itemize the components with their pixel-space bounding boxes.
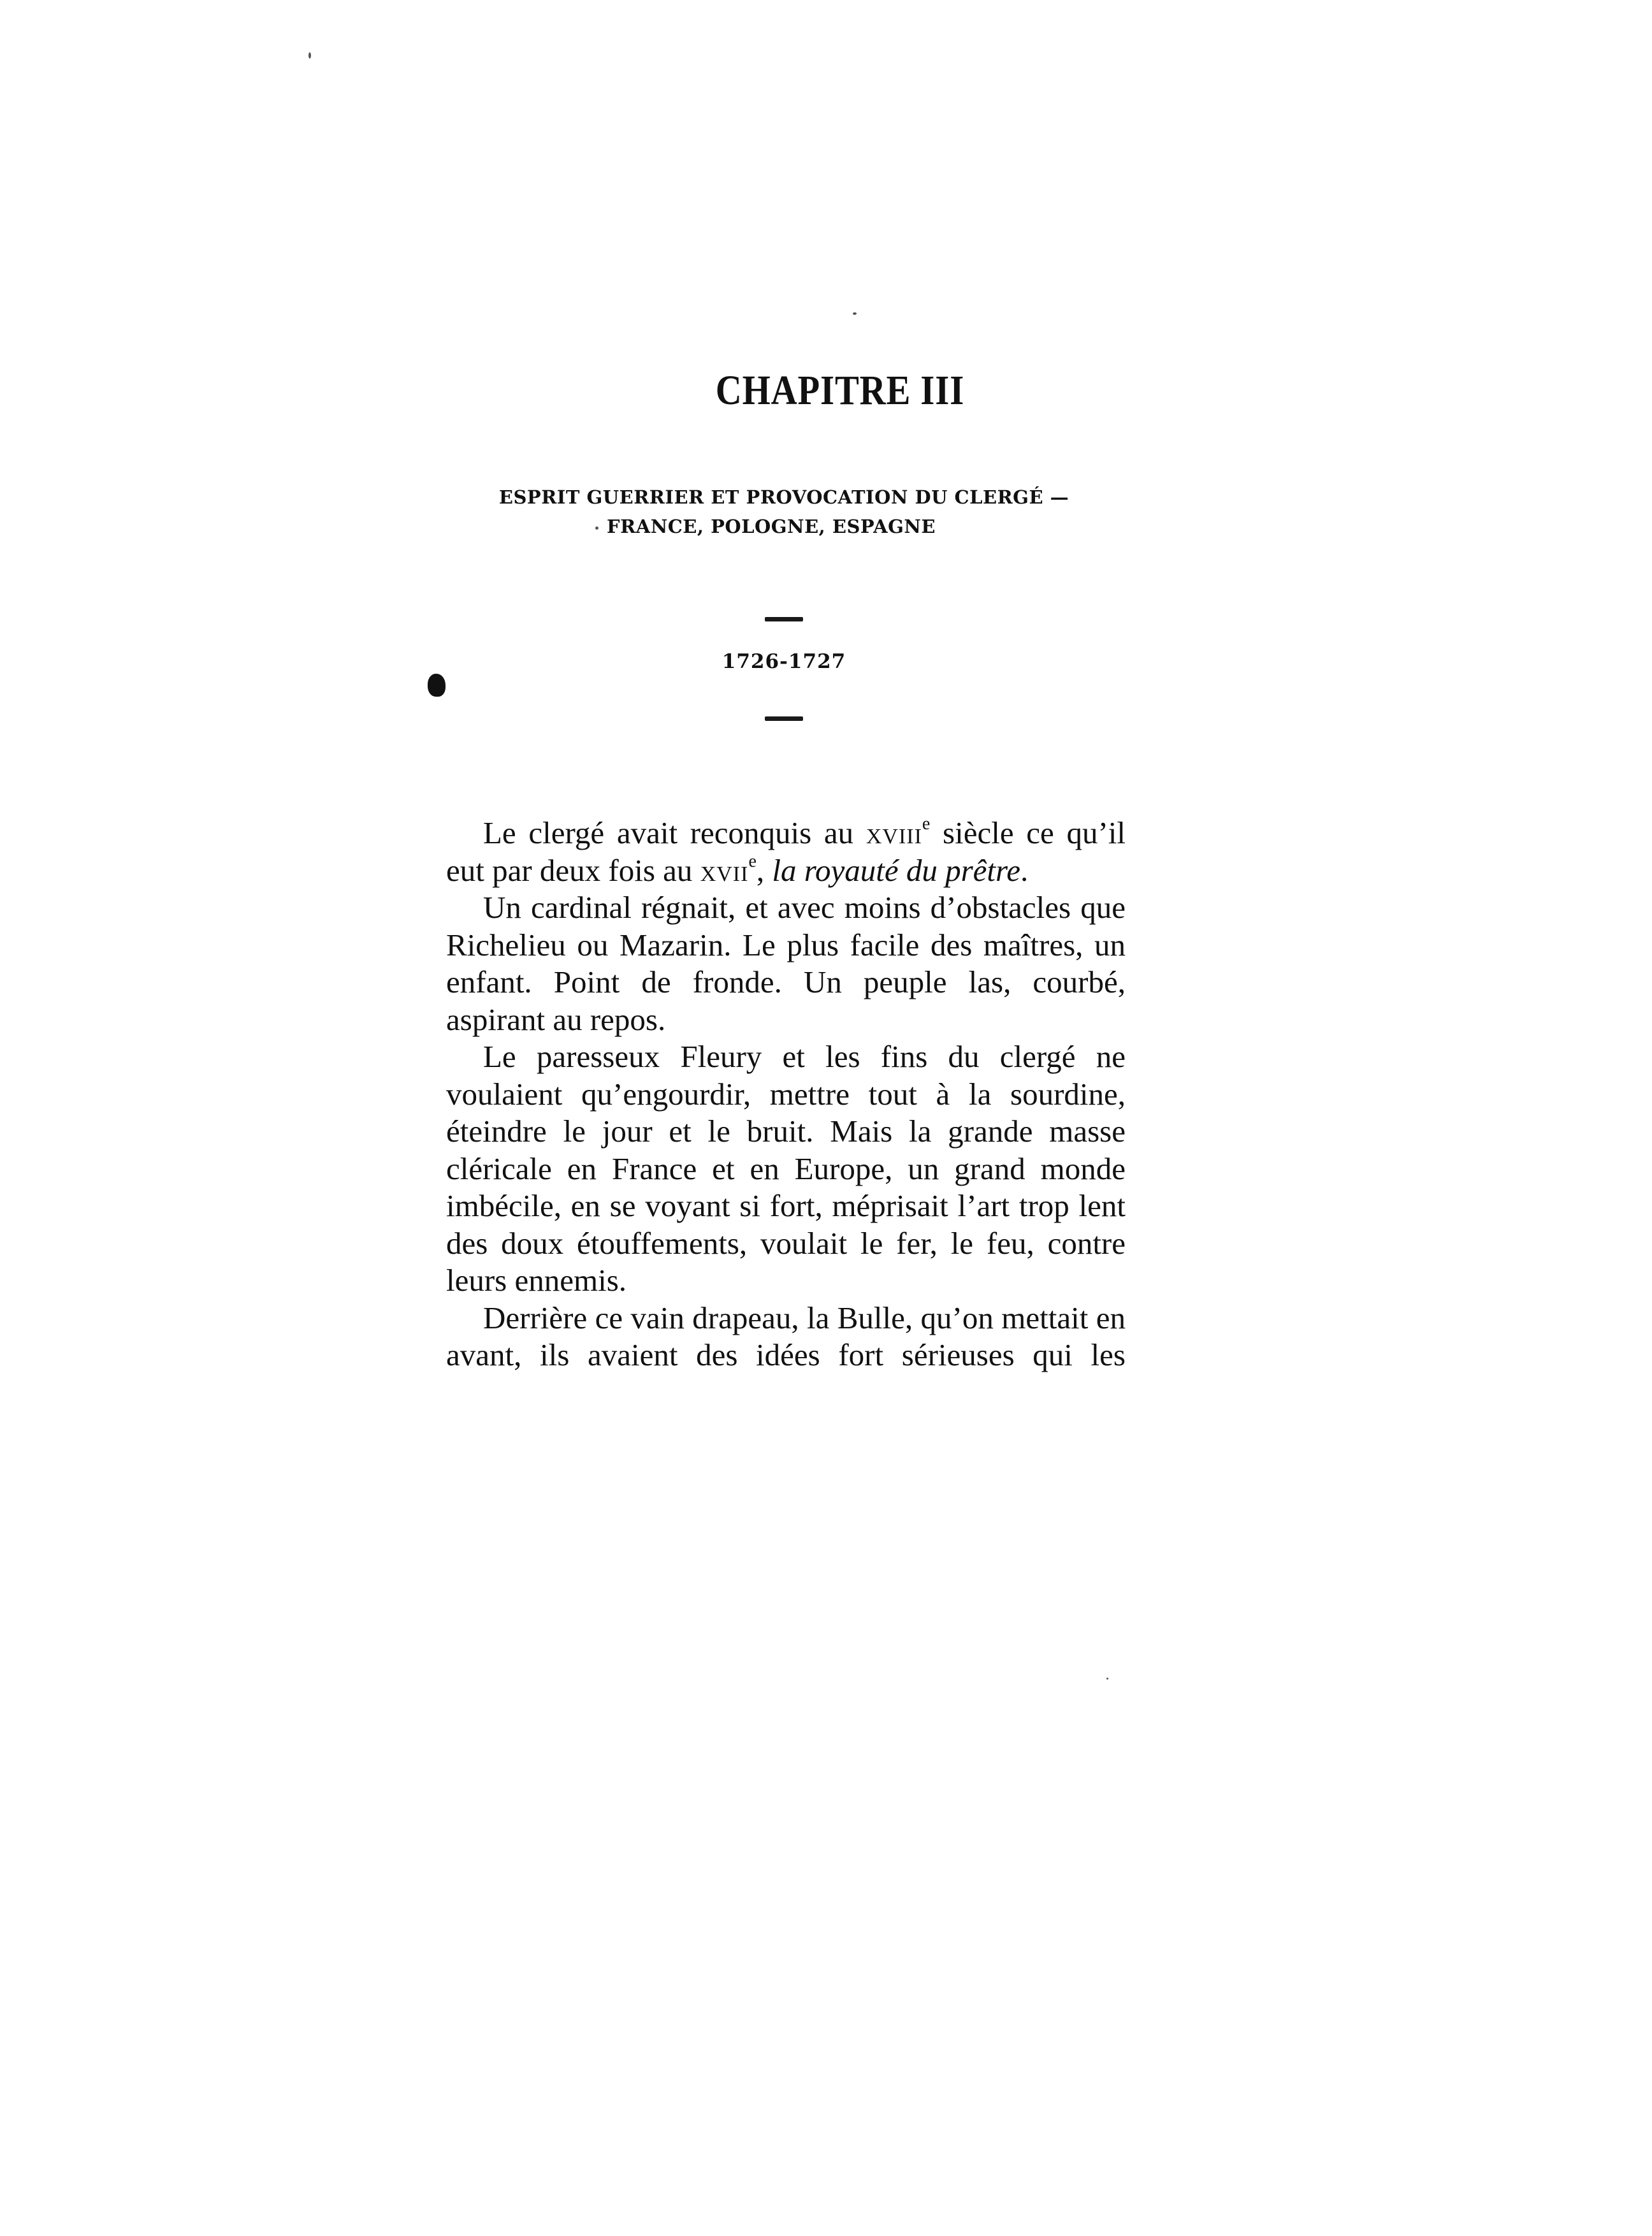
- paragraph-1: [446, 815, 1126, 889]
- divider-bottom: [765, 716, 803, 721]
- superscript-e: e: [922, 814, 931, 834]
- ink-speck: [595, 526, 598, 530]
- paragraph-4: Derrière ce vain drapeau, la Bulle, qu’on mettait en avant, ils avaient des idées fort sérieuses qui les: [446, 1300, 1126, 1372]
- century-xvii: xvii: [700, 852, 749, 888]
- chapter-summary-line-1: ESPRIT GUERRIER ET PROVOCATION DU CLERGÉ —: [498, 486, 1069, 508]
- body-text: [446, 815, 1126, 1374]
- chapter-title: CHAPITRE III: [715, 367, 965, 414]
- ink-speck: [1106, 1678, 1108, 1680]
- paragraph-1-text-b: siècle ce qu’il eut par deux fois au: [446, 815, 1126, 888]
- paragraph-2: Un cardinal régnait, et avec moins d’obstacles que Richelieu ou Mazarin. Le plus facile des maîtres, un enfant. Point de fronde. Un peuple las, courbé, aspirant au repos.: [446, 890, 1126, 1037]
- ink-speck: [308, 52, 311, 59]
- chapter-summary-line-2: FRANCE, POLOGNE, ESPAGNE: [607, 516, 936, 537]
- paragraph-1-text-a: Le clergé avait reconquis au: [483, 815, 866, 850]
- paragraph-3: Le paresseux Fleury et les fins du clergé ne voulaient qu’engourdir, mettre tout à la sourdine, éteindre le jour et le bruit. Mais la grande masse cléricale en France et en Europe, un grand monde imbécile, en se voyant si fort, méprisait l’art trop lent des doux étouffements, voulait le fer, le feu, contre leurs ennemis.: [446, 1039, 1126, 1298]
- divider-top: [765, 617, 803, 621]
- chapter-summary: [484, 483, 1077, 541]
- chapter-dates: 1726-1727: [721, 650, 846, 673]
- century-xviii: xviii: [866, 815, 922, 850]
- paragraph-1-text-d: .: [1020, 852, 1029, 888]
- paragraph-1-text-c: ,: [756, 852, 772, 888]
- ink-blot: [428, 674, 446, 697]
- superscript-e: e: [748, 851, 757, 871]
- ink-speck: [853, 312, 857, 315]
- italic-phrase: la royauté du prêtre: [772, 852, 1021, 888]
